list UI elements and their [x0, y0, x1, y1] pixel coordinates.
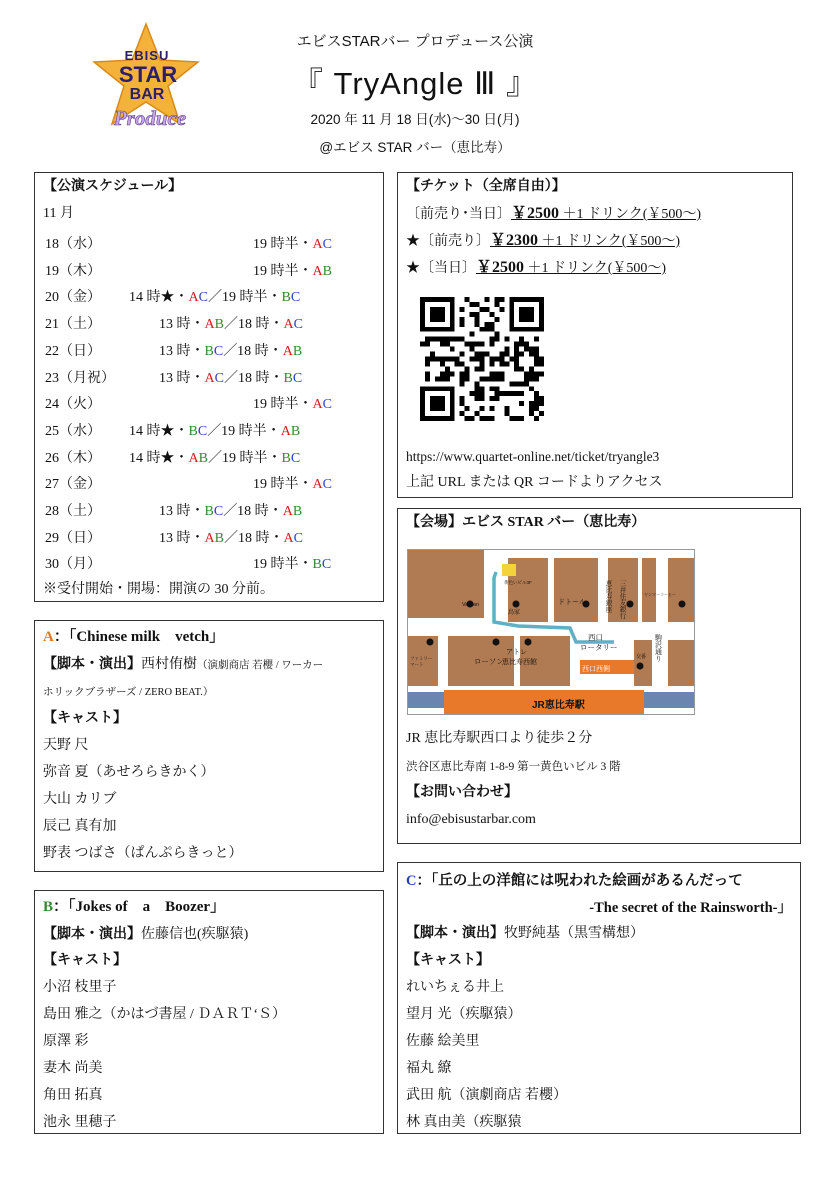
- schedule-date: 19（木）: [45, 263, 101, 279]
- ticket-line: [406, 260, 666, 277]
- ticket-url[interactable]: https://www.quartet-online.net/ticket/tryangle3: [406, 449, 660, 464]
- logo-text-star: STAR: [118, 62, 178, 87]
- schedule-times: 19 時半・AC: [253, 477, 332, 493]
- play-b-title: [43, 899, 225, 915]
- cast-member: 佐藤 絵美里: [406, 1034, 480, 1049]
- play-a-director: [43, 657, 323, 674]
- schedule-row: [45, 260, 375, 279]
- play-a-title-text: ：「Chinese milk vetch」: [53, 629, 225, 645]
- play-c-title: [406, 873, 743, 889]
- svg-text:恵比寿西館: 恵比寿西館: [502, 659, 537, 666]
- play-a-box: [34, 620, 384, 872]
- play-b-director: [43, 927, 248, 943]
- contact-email[interactable]: info@ebisustarbar.com: [406, 812, 536, 827]
- schedule-date: 29（日）: [45, 530, 101, 546]
- producer-line: エビスSTARバー プロデュース公演: [296, 33, 534, 50]
- ticket-drink: ＋1 ドリンク(￥500〜): [562, 207, 702, 222]
- svg-text:黄色いビル3F: 黄色いビル3F: [504, 580, 532, 585]
- ticket-price: ￥2300: [490, 232, 539, 249]
- play-c-title-text: ：「丘の上の洋館には呪われた絵画があるんだって: [416, 873, 743, 889]
- venue-heading: 【会場】エビス STAR バー（恵比寿）: [406, 515, 646, 530]
- svg-text:Vantan: Vantan: [462, 602, 480, 608]
- ticket-access-note: 上記 URL または QR コードよりアクセス: [406, 475, 663, 490]
- schedule-date: 24（火）: [45, 397, 101, 413]
- schedule-date: 18（水）: [45, 237, 101, 252]
- contact-heading: 【お問い合わせ】: [406, 785, 518, 800]
- play-c-cast-label: 【キャスト】: [406, 953, 490, 968]
- svg-text:ロータリー: ロータリー: [580, 643, 618, 652]
- schedule-row: [45, 313, 375, 333]
- schedule-times: 19 時半・AB: [253, 263, 332, 279]
- schedule-row: [45, 527, 375, 546]
- cast-member: 林 真由美（疾駆猿: [406, 1115, 522, 1130]
- schedule-times: 13 時・BC／18 時・AB: [159, 343, 303, 359]
- svg-text:恵比寿銀座: 恵比寿銀座: [604, 580, 612, 613]
- svg-text:交番: 交番: [636, 654, 647, 660]
- play-a-title: [43, 629, 224, 645]
- play-b-director-name: 佐藤信也(疾駆猿): [141, 927, 249, 942]
- schedule-heading: 【公演スケジュール】: [43, 179, 183, 194]
- cast-member: 大山 カリブ: [43, 792, 117, 807]
- svg-text:ファミリー: ファミリー: [410, 656, 433, 661]
- svg-text:マート: マート: [410, 662, 424, 667]
- svg-text:JR恵比寿駅: JR恵比寿駅: [532, 700, 585, 711]
- cast-member: 武田 航（演劇商店 若櫻）: [406, 1088, 567, 1103]
- schedule-row: [45, 500, 375, 519]
- svg-text:鳥家: 鳥家: [508, 610, 521, 616]
- ticket-line: [406, 206, 701, 223]
- cast-member: 小沼 枝里子: [43, 980, 117, 995]
- schedule-row: [45, 340, 375, 359]
- ticket-type: 〔前売り･当日〕: [406, 207, 511, 222]
- schedule-date: 27（金）: [45, 477, 101, 493]
- venue-box: [397, 508, 801, 844]
- schedule-times: 13 時・BC／18 時・AB: [159, 504, 303, 519]
- cast-member: 辰己 真有加: [43, 819, 117, 834]
- schedule-row: [45, 447, 375, 466]
- ticket-box: [397, 172, 793, 498]
- venue-access: JR 恵比寿駅西口より徒歩２分: [406, 731, 593, 746]
- play-b-director-label: 【脚本・演出】: [43, 927, 141, 942]
- schedule-note: ※受付開始・開場：開演の 30 分前。: [43, 582, 274, 597]
- cast-member: れいちぇる井上: [406, 980, 504, 995]
- svg-text:アトレ: アトレ: [506, 649, 527, 656]
- schedule-row: [45, 393, 375, 413]
- schedule-date: 26（木）: [45, 450, 101, 466]
- ticket-line: [406, 233, 680, 250]
- schedule-row: [45, 420, 375, 439]
- ticket-price: ￥2500: [476, 259, 525, 276]
- ticket-drink: ＋1 ドリンク(￥500〜): [541, 234, 681, 249]
- cast-member: 弥音 夏（あせろらきかく）: [43, 765, 215, 780]
- play-a-cast-label: 【キャスト】: [43, 711, 127, 726]
- ticket-type: ★〔当日〕: [406, 261, 476, 276]
- play-c-director: [406, 926, 644, 942]
- schedule-row: [45, 367, 375, 386]
- svg-text:ヤンマーコーヒー: ヤンマーコーヒー: [644, 592, 676, 597]
- schedule-date: 23（月祝）: [45, 370, 115, 386]
- svg-text:ドトール: ドトール: [558, 599, 586, 606]
- performance-dates: 2020 年 11 月 18 日(水)〜30 日(月): [310, 112, 520, 127]
- schedule-row: [45, 553, 375, 573]
- schedule-times: 13 時・AB／18 時・AC: [159, 317, 303, 333]
- svg-text:ローソン: ローソン: [474, 657, 504, 666]
- logo-text-produce: Produce: [113, 106, 187, 130]
- play-c-director-name: 牧野純基（黒雪構想）: [504, 926, 644, 941]
- play-c-subtitle: -The secret of the Rainsworth-」: [589, 900, 792, 916]
- schedule-date: 28（土）: [45, 504, 101, 519]
- play-a-letter: A: [43, 629, 54, 645]
- cast-member: 福丸 繚: [406, 1061, 452, 1076]
- schedule-times: 19 時半・AC: [253, 397, 332, 413]
- play-c-letter: C: [406, 873, 417, 889]
- cast-member: 池永 里穂子: [43, 1115, 117, 1130]
- schedule-row: [45, 473, 375, 493]
- cast-member: 島田 雅之（かはづ書屋 / ＤＡＲＴ‘Ｓ）: [43, 1007, 287, 1022]
- schedule-month: 11 月: [43, 206, 74, 221]
- schedule-times: 19 時半・BC: [253, 557, 332, 573]
- cast-member: 原澤 彩: [43, 1034, 89, 1049]
- schedule-row: [45, 233, 375, 252]
- schedule-row: [45, 286, 375, 306]
- play-a-director-name: 西村侑樹: [141, 657, 197, 672]
- schedule-times: 14 時★・AB／19 時半・BC: [129, 450, 301, 466]
- ticket-type: ★〔前売り〕: [406, 234, 490, 249]
- play-b-cast-label: 【キャスト】: [43, 953, 127, 968]
- logo: [84, 22, 214, 134]
- play-c-director-label: 【脚本・演出】: [406, 926, 504, 941]
- venue-address: 渋谷区恵比寿南 1-8-9 第一黄色いビル 3 階: [406, 761, 621, 773]
- svg-text:西口: 西口: [588, 633, 603, 642]
- play-b-letter: B: [43, 899, 54, 915]
- play-b-box: [34, 890, 384, 1134]
- ticket-drink: ＋1 ドリンク(￥500〜): [527, 261, 667, 276]
- venue-map[interactable]: [407, 549, 695, 715]
- schedule-times: 14 時★・BC／19 時半・AB: [129, 423, 301, 439]
- schedule-times: 19 時半・AC: [253, 237, 332, 252]
- ticket-price: ￥2500: [511, 205, 560, 222]
- cast-member: 角田 拓真: [43, 1088, 103, 1103]
- cast-member: 望月 光（疾駆猿）: [406, 1007, 522, 1022]
- play-a-director-note2: ホリックブラザーズ / ZERO BEAT.）: [43, 687, 214, 698]
- cast-member: 野表 つばさ（ぱんぷらきっと）: [43, 846, 243, 861]
- schedule-times: 14 時★・AC／19 時半・BC: [129, 290, 301, 306]
- play-a-director-label: 【脚本・演出】: [43, 657, 141, 672]
- schedule-date: 20（金）: [45, 290, 101, 306]
- svg-text:駒沢通り: 駒沢通り: [654, 634, 662, 662]
- qr-code[interactable]: [420, 297, 544, 421]
- play-c-box: [397, 862, 801, 1134]
- schedule-times: 13 時・AB／18 時・AC: [159, 530, 303, 546]
- svg-text:西口西側: 西口西側: [582, 666, 610, 673]
- schedule-box: [34, 172, 384, 602]
- schedule-date: 30（月）: [45, 557, 101, 573]
- svg-text:三井住友銀行: 三井住友銀行: [618, 580, 626, 619]
- schedule-date: 25（水）: [45, 423, 101, 439]
- play-a-director-note: （演劇商店 若櫻 / ワーカー: [197, 660, 324, 671]
- performance-venue: @エビス STAR バー（恵比寿）: [319, 140, 511, 155]
- ticket-heading: 【チケット（全席自由）】: [406, 179, 566, 194]
- logo-text-ebisu: EBISU: [124, 48, 170, 63]
- schedule-date: 22（日）: [45, 343, 101, 359]
- cast-member: 天野 尺: [43, 738, 89, 753]
- page-title: 『 TryAngle Ⅲ 』: [291, 66, 539, 101]
- schedule-times: 13 時・AC／18 時・BC: [159, 370, 303, 386]
- logo-text-bar: BAR: [129, 86, 165, 103]
- schedule-date: 21（土）: [45, 317, 101, 333]
- cast-member: 妻木 尚美: [43, 1061, 103, 1076]
- play-b-title-text: ：「Jokes of a Boozer」: [53, 899, 226, 915]
